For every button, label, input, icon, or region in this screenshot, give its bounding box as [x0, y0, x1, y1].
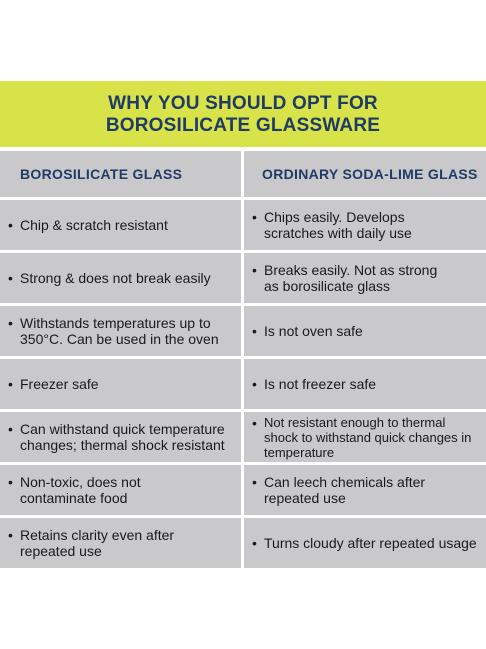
- cell-text: Can leech chemicals after repeated use: [264, 474, 426, 506]
- banner-title-line-2: BOROSILICATE GLASSWARE: [105, 115, 381, 136]
- cell-soda-lime: [244, 465, 486, 515]
- table-row: [0, 306, 486, 356]
- table-header-row: [0, 151, 486, 197]
- table-row: [0, 518, 486, 568]
- cell-soda-lime: [244, 306, 486, 356]
- cell-borosilicate: [0, 306, 241, 356]
- bullet-icon: •: [8, 527, 13, 543]
- bullet-icon: •: [252, 474, 257, 490]
- cell-borosilicate: [0, 359, 241, 409]
- bullet-icon: •: [252, 323, 257, 339]
- cell-soda-lime: [244, 253, 486, 303]
- cell-soda-lime: [244, 518, 486, 568]
- table-row: [0, 465, 486, 515]
- cell-text: Is not freezer safe: [264, 376, 377, 392]
- bullet-icon: •: [8, 217, 13, 233]
- cell-borosilicate: [0, 253, 241, 303]
- bullet-icon: •: [8, 421, 13, 437]
- cell-borosilicate: [0, 518, 241, 568]
- table-row: [0, 412, 486, 462]
- bullet-icon: •: [8, 376, 13, 392]
- title-banner: [0, 81, 486, 147]
- cell-text: Withstands temperatures up to 350°C. Can be used in the oven: [20, 315, 219, 347]
- table-row: [0, 200, 486, 250]
- table-row: [0, 359, 486, 409]
- bullet-icon: •: [252, 376, 257, 392]
- cell-text: Chip & scratch resistant: [20, 217, 168, 233]
- cell-text: Retains clarity even after repeated use: [20, 527, 175, 559]
- header-soda-lime: ORDINARY SODA-LIME GLASS: [244, 151, 486, 197]
- cell-borosilicate: [0, 465, 241, 515]
- cell-text: Strong & does not break easily: [20, 270, 211, 286]
- cell-text: Freezer safe: [20, 376, 99, 392]
- cell-text: Not resistant enough to thermal shock to withstand quick changes in temperature: [264, 414, 472, 460]
- cell-text: Chips easily. Develops scratches with daily use: [264, 209, 412, 241]
- cell-soda-lime: [244, 359, 486, 409]
- header-borosilicate: BOROSILICATE GLASS: [0, 151, 241, 197]
- comparison-table: [0, 151, 486, 571]
- bullet-icon: •: [252, 209, 257, 225]
- cell-text: Can withstand quick temperature changes; thermal shock resistant: [20, 421, 225, 453]
- bullet-icon: •: [252, 535, 257, 551]
- cell-borosilicate: [0, 200, 241, 250]
- bullet-icon: •: [8, 474, 13, 490]
- cell-text: Turns cloudy after repeated usage: [264, 535, 477, 551]
- bullet-icon: •: [252, 414, 257, 431]
- table-row: [0, 253, 486, 303]
- banner-title-line-1: WHY YOU SHOULD OPT FOR: [108, 93, 378, 114]
- cell-soda-lime: [244, 412, 486, 462]
- cell-text: Breaks easily. Not as strong as borosilicate glass: [264, 262, 438, 294]
- bullet-icon: •: [252, 262, 257, 278]
- bullet-icon: •: [8, 315, 13, 331]
- cell-soda-lime: [244, 200, 486, 250]
- cell-text: Non-toxic, does not contaminate food: [20, 474, 141, 506]
- cell-text: Is not oven safe: [264, 323, 363, 339]
- bullet-icon: •: [8, 270, 13, 286]
- cell-borosilicate: [0, 412, 241, 462]
